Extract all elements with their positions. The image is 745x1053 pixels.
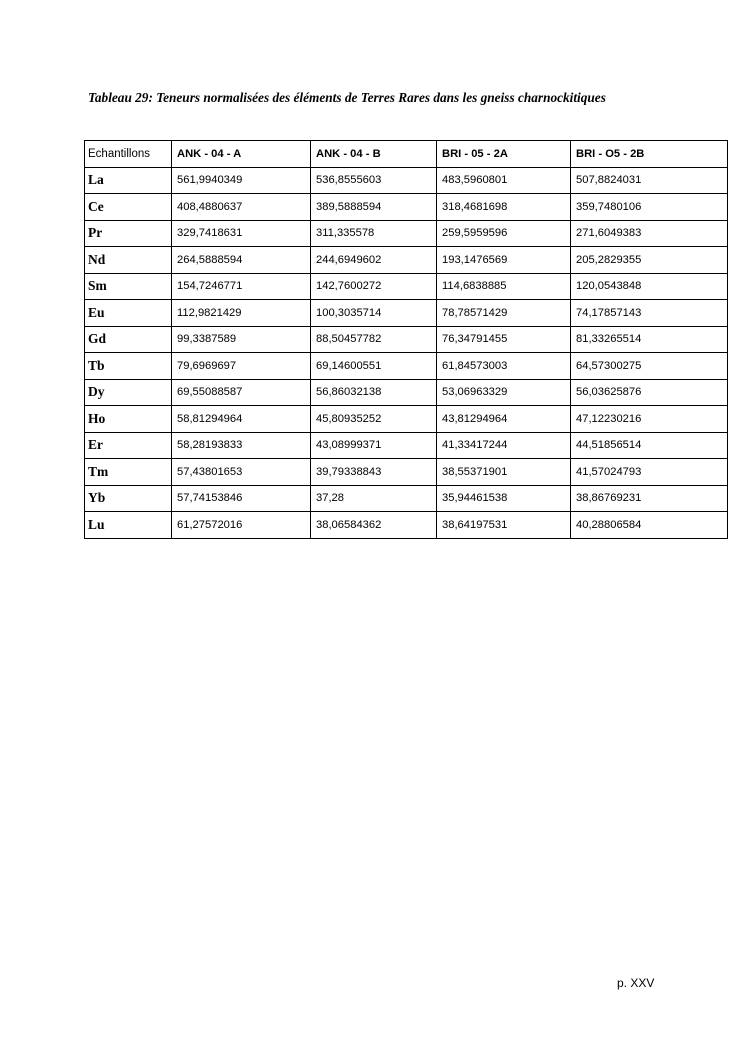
value-cell: 78,78571429	[437, 300, 571, 327]
value-cell: 38,06584362	[311, 512, 437, 539]
element-cell: Ce	[85, 194, 172, 221]
element-cell: La	[85, 167, 172, 194]
table-row	[85, 432, 728, 459]
element-cell: Er	[85, 432, 172, 459]
value-cell: 114,6838885	[437, 273, 571, 300]
table-row	[85, 167, 728, 194]
table-row	[85, 406, 728, 433]
value-cell: 100,3035714	[311, 300, 437, 327]
value-cell: 43,08999371	[311, 432, 437, 459]
header-cell: BRI - O5 - 2B	[571, 141, 728, 168]
value-cell: 389,5888594	[311, 194, 437, 221]
header-cell: Echantillons	[85, 141, 172, 168]
value-cell: 81,33265514	[571, 326, 728, 353]
value-cell: 35,94461538	[437, 485, 571, 512]
table-body	[85, 167, 728, 538]
value-cell: 329,7418631	[172, 220, 311, 247]
value-cell: 408,4880637	[172, 194, 311, 221]
table-row	[85, 512, 728, 539]
table-row	[85, 300, 728, 327]
value-cell: 74,17857143	[571, 300, 728, 327]
table-row	[85, 326, 728, 353]
value-cell: 561,9940349	[172, 167, 311, 194]
element-cell: Nd	[85, 247, 172, 274]
value-cell: 205,2829355	[571, 247, 728, 274]
value-cell: 38,55371901	[437, 459, 571, 486]
value-cell: 318,4681698	[437, 194, 571, 221]
value-cell: 79,6969697	[172, 353, 311, 380]
value-cell: 41,57024793	[571, 459, 728, 486]
value-cell: 154,7246771	[172, 273, 311, 300]
value-cell: 61,27572016	[172, 512, 311, 539]
value-cell: 45,80935252	[311, 406, 437, 433]
value-cell: 39,79338843	[311, 459, 437, 486]
table-header-row	[85, 141, 728, 168]
value-cell: 142,7600272	[311, 273, 437, 300]
table-row	[85, 247, 728, 274]
value-cell: 58,28193833	[172, 432, 311, 459]
value-cell: 311,335578	[311, 220, 437, 247]
value-cell: 536,8555603	[311, 167, 437, 194]
value-cell: 58,81294964	[172, 406, 311, 433]
value-cell: 69,14600551	[311, 353, 437, 380]
value-cell: 264,5888594	[172, 247, 311, 274]
page-number: p. XXV	[617, 976, 655, 990]
element-cell: Lu	[85, 512, 172, 539]
value-cell: 64,57300275	[571, 353, 728, 380]
header-cell: BRI - 05 - 2A	[437, 141, 571, 168]
value-cell: 271,6049383	[571, 220, 728, 247]
value-cell: 56,86032138	[311, 379, 437, 406]
value-cell: 69,55088587	[172, 379, 311, 406]
table-row	[85, 194, 728, 221]
value-cell: 244,6949602	[311, 247, 437, 274]
value-cell: 99,3387589	[172, 326, 311, 353]
table-caption: Tableau 29: Teneurs normalisées des éléments de Terres Rares dans les gneiss charnockitiques	[88, 90, 606, 105]
table-row	[85, 353, 728, 380]
value-cell: 507,8824031	[571, 167, 728, 194]
value-cell: 40,28806584	[571, 512, 728, 539]
value-cell: 38,64197531	[437, 512, 571, 539]
value-cell: 61,84573003	[437, 353, 571, 380]
value-cell: 57,43801653	[172, 459, 311, 486]
ree-table	[84, 140, 728, 539]
value-cell: 259,5959596	[437, 220, 571, 247]
value-cell: 44,51856514	[571, 432, 728, 459]
element-cell: Dy	[85, 379, 172, 406]
table-row	[85, 273, 728, 300]
element-cell: Pr	[85, 220, 172, 247]
value-cell: 56,03625876	[571, 379, 728, 406]
table-row	[85, 459, 728, 486]
value-cell: 47,12230216	[571, 406, 728, 433]
element-cell: Eu	[85, 300, 172, 327]
value-cell: 43,81294964	[437, 406, 571, 433]
value-cell: 483,5960801	[437, 167, 571, 194]
value-cell: 38,86769231	[571, 485, 728, 512]
element-cell: Gd	[85, 326, 172, 353]
element-cell: Yb	[85, 485, 172, 512]
value-cell: 359,7480106	[571, 194, 728, 221]
value-cell: 88,50457782	[311, 326, 437, 353]
element-cell: Ho	[85, 406, 172, 433]
element-cell: Tm	[85, 459, 172, 486]
value-cell: 120,0543848	[571, 273, 728, 300]
header-cell: ANK - 04 - A	[172, 141, 311, 168]
value-cell: 37,28	[311, 485, 437, 512]
table-row	[85, 220, 728, 247]
value-cell: 193,1476569	[437, 247, 571, 274]
value-cell: 41,33417244	[437, 432, 571, 459]
header-cell: ANK - 04 - B	[311, 141, 437, 168]
value-cell: 53,06963329	[437, 379, 571, 406]
element-cell: Sm	[85, 273, 172, 300]
value-cell: 57,74153846	[172, 485, 311, 512]
table-row	[85, 485, 728, 512]
value-cell: 76,34791455	[437, 326, 571, 353]
element-cell: Tb	[85, 353, 172, 380]
table-row	[85, 379, 728, 406]
value-cell: 112,9821429	[172, 300, 311, 327]
